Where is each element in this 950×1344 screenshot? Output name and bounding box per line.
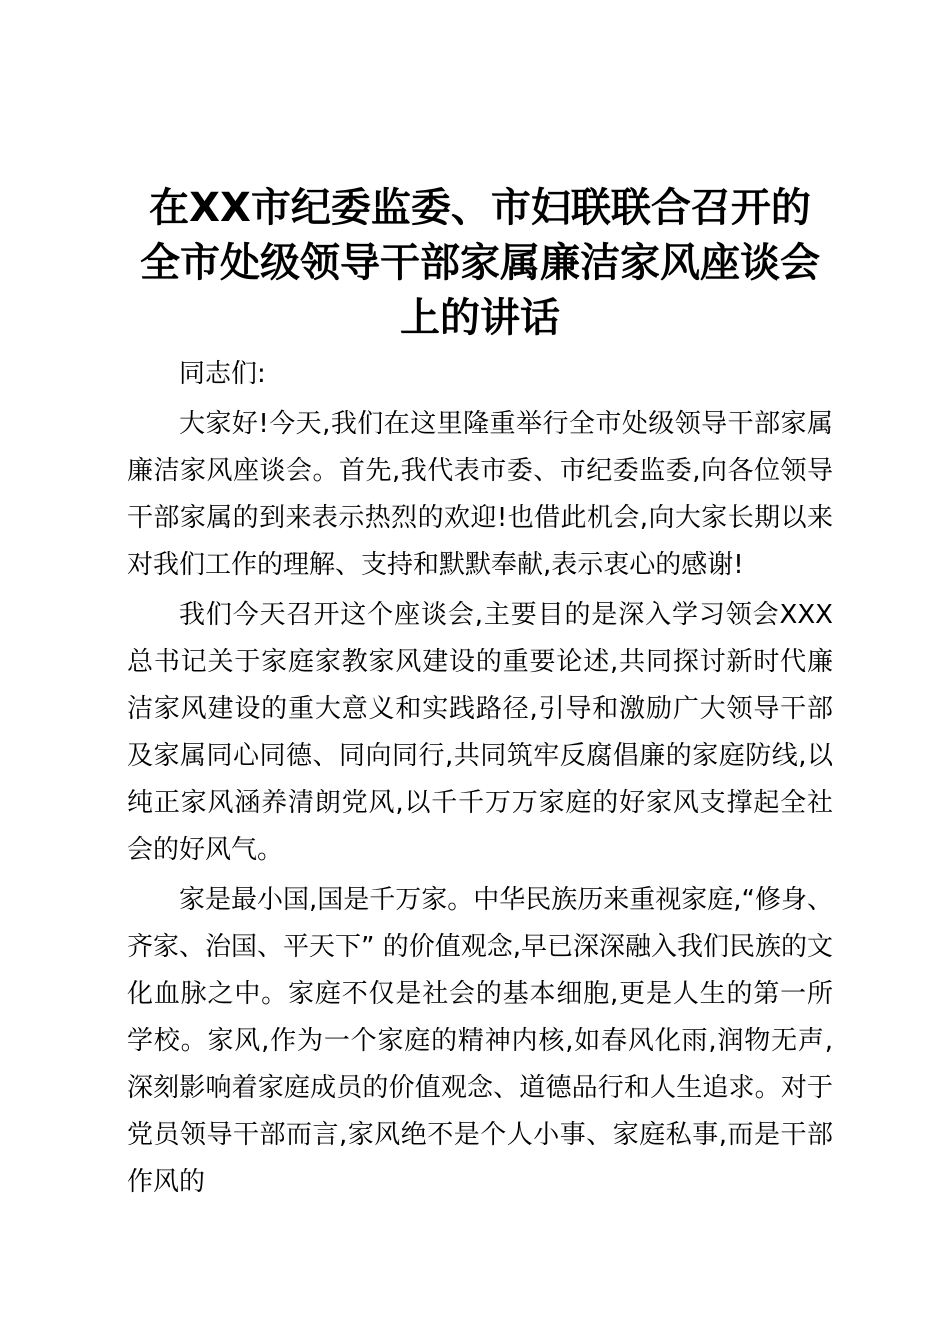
paragraph-greeting: 大家好!今天,我们在这里隆重举行全市处级领导干部家属廉洁家风座谈会。首先,我代表市委、市纪委监委,向各位领导干部家属的到来表示热烈的欢迎!也借此机会,向大家长期以来对我们工作的理解、支持和默默奉献,表示衷心的感谢! (127, 409, 833, 580)
salutation: 同志们: (179, 359, 266, 389)
document-page (127, 181, 833, 1206)
title-line-1: 在XX市纪委监委、市妇联联合召开的 (149, 185, 811, 231)
title-line-3: 上的讲话 (400, 295, 560, 341)
document-body (127, 351, 833, 1206)
title-line-2: 全市处级领导干部家属廉洁家风座谈会 (140, 240, 820, 286)
document-title (127, 181, 833, 346)
paragraph-purpose: 我们今天召开这个座谈会,主要目的是深入学习领会XXX总书记关于家庭家教家风建设的重要论述,共同探讨新时代廉洁家风建设的重大意义和实践路径,引导和激励广大领导干部及家属同心同德、同向同行,共同筑牢反腐倡廉的家庭防线,以纯正家风涵养清朗党风,以千千万万家庭的好家风支撑起全社会的好风气。 (127, 600, 833, 865)
paragraph-family-values: 家是最小国,国是千万家。中华民族历来重视家庭,“修身、齐家、治国、平天下” 的价值观念,早已深深融入我们民族的文化血脉之中。家庭不仅是社会的基本细胞,更是人生的第一所学校。家风,作为一个家庭的精神内核,如春风化雨,润物无声,深刻影响着家庭成员的价值观念、道德品行和人生追求。对于党员领导干部而言,家风绝不是个人小事、家庭私事,而是干部作风的 (127, 885, 833, 1197)
